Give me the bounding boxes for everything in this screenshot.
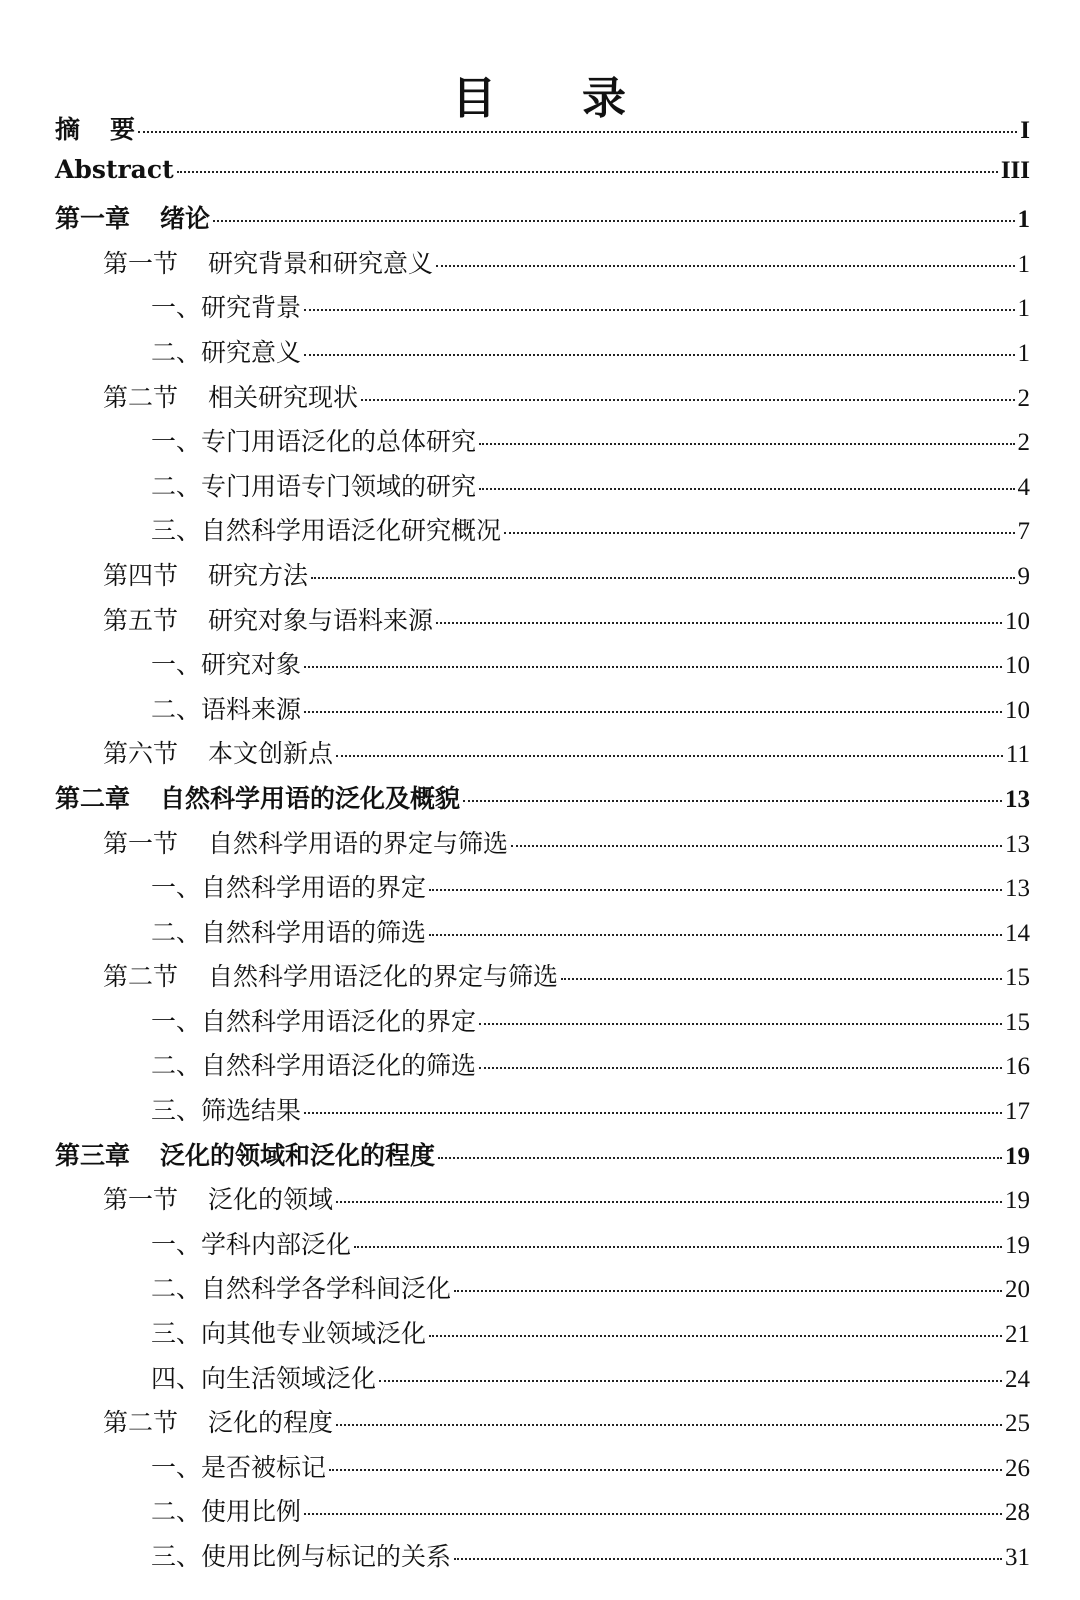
- toc-page-number: 14: [1005, 919, 1030, 947]
- toc-entry-title: 一、自然科学用语的界定: [151, 873, 427, 903]
- toc-dot-leader: [304, 354, 1014, 356]
- toc-dot-leader: [361, 399, 1014, 401]
- toc-page-number: 13: [1005, 785, 1030, 813]
- toc-entry[interactable]: [55, 690, 1030, 735]
- toc-dot-leader: [379, 1380, 1002, 1382]
- toc-entry-prefix: 摘: [55, 115, 81, 144]
- toc-entry-prefix: 第一节: [103, 828, 179, 858]
- toc-entry[interactable]: [55, 957, 1030, 1002]
- toc-entry-title: 二、使用比例: [151, 1497, 302, 1527]
- toc-entry-title: 研究背景和研究意义: [208, 248, 434, 278]
- toc-page-number: 26: [1005, 1454, 1030, 1482]
- toc-entry-label: [151, 1225, 351, 1261]
- toc-page-number: 2: [1017, 384, 1030, 412]
- toc-entry[interactable]: [55, 556, 1030, 601]
- toc-entry-label: [103, 1403, 333, 1439]
- toc-dot-leader: [304, 309, 1014, 311]
- toc-page-number: 1: [1017, 250, 1030, 278]
- toc-dot-leader: [329, 1469, 1002, 1471]
- toc-entry[interactable]: [55, 422, 1030, 467]
- toc-entry[interactable]: [55, 467, 1030, 512]
- toc-entry[interactable]: [55, 779, 1030, 824]
- toc-page-number: 7: [1017, 518, 1030, 546]
- toc-entry-title: 二、自然科学用语泛化的筛选: [151, 1051, 477, 1081]
- toc-entry-title: 相关研究现状: [208, 382, 359, 412]
- toc-entry-prefix: 第二节: [103, 962, 179, 992]
- toc-entry-title: 自然科学用语的泛化及概貌: [160, 783, 461, 813]
- toc-entry-label: [151, 511, 501, 547]
- toc-entry-label: [151, 1046, 476, 1082]
- toc-entry-title: 绪论: [160, 204, 211, 234]
- toc-entry-label: [55, 1136, 435, 1172]
- toc-entry[interactable]: [55, 1537, 1030, 1582]
- toc-page-number: 15: [1005, 964, 1030, 992]
- toc-entry-label: [55, 199, 210, 235]
- toc-entry-title: 一、研究背景: [151, 293, 302, 323]
- toc-entry-label: [151, 690, 301, 726]
- toc-page-number: 17: [1005, 1098, 1030, 1126]
- toc-entry[interactable]: [55, 199, 1030, 244]
- toc-dot-leader: [454, 1290, 1002, 1292]
- toc-page-number: 4: [1017, 473, 1030, 501]
- toc-dot-leader: [438, 1157, 1002, 1159]
- toc-dot-leader: [177, 171, 998, 173]
- toc-page-number: 11: [1005, 741, 1030, 769]
- toc-entry-title: 要: [110, 115, 136, 144]
- toc-entry-title: 自然科学用语的界定与筛选: [208, 828, 509, 858]
- toc-entry[interactable]: [55, 1403, 1030, 1448]
- toc-dot-leader: [354, 1246, 1002, 1248]
- toc-entry-prefix: 第二节: [103, 382, 179, 412]
- toc-entry-label: [103, 378, 358, 414]
- toc-entry-label: [55, 110, 135, 146]
- toc-entry-title: 三、向其他专业领域泛化: [151, 1319, 427, 1349]
- toc-entry-title: Abstract: [55, 154, 174, 184]
- toc-entry[interactable]: [55, 868, 1030, 913]
- toc-entry-label: [55, 155, 174, 184]
- toc-entry[interactable]: [55, 734, 1030, 779]
- toc-page-number: 19: [1005, 1231, 1030, 1259]
- toc-dot-leader: [561, 978, 1002, 980]
- toc-page-number: 1: [1017, 206, 1030, 234]
- toc-page-number: 16: [1005, 1053, 1030, 1081]
- toc-page-number: 1: [1017, 339, 1030, 367]
- toc-dot-leader: [511, 845, 1002, 847]
- toc-entry-label: [103, 824, 508, 860]
- toc-entry-label: [151, 288, 301, 324]
- toc-entry-title: 二、语料来源: [151, 694, 302, 724]
- toc-entry-label: [151, 1448, 326, 1484]
- toc-entry[interactable]: [55, 511, 1030, 556]
- toc-page-number: 20: [1005, 1276, 1030, 1304]
- toc-dot-leader: [479, 1067, 1002, 1069]
- toc-entry-title: 三、自然科学用语泛化研究概况: [151, 516, 502, 546]
- toc-entry[interactable]: [55, 1002, 1030, 1047]
- toc-page-number: 13: [1005, 830, 1030, 858]
- toc-entry-label: [151, 1359, 376, 1395]
- toc-entry-label: [103, 601, 433, 637]
- toc-entry[interactable]: [55, 1225, 1030, 1270]
- toc-entry-title: 二、自然科学各学科间泛化: [151, 1274, 452, 1304]
- toc-entry-label: [103, 556, 308, 592]
- toc-entry-title: 一、研究对象: [151, 650, 302, 680]
- toc-entry-label: [55, 779, 460, 815]
- toc-page-number: 19: [1005, 1142, 1030, 1170]
- toc-entry[interactable]: [55, 1492, 1030, 1537]
- toc-entry-prefix: 第一章: [55, 204, 131, 234]
- toc-page-number: 25: [1005, 1410, 1030, 1438]
- toc-page-number: 10: [1005, 607, 1030, 635]
- toc-entry-title: 二、研究意义: [151, 337, 302, 367]
- toc-entry[interactable]: [55, 1046, 1030, 1091]
- toc-entry-prefix: 第二章: [55, 783, 131, 813]
- toc-entry-prefix: 第三章: [55, 1140, 131, 1170]
- toc-page-number: 28: [1005, 1499, 1030, 1527]
- toc-entry[interactable]: [55, 824, 1030, 869]
- toc-entry-title: 二、自然科学用语的筛选: [151, 917, 427, 947]
- toc-entry-title: 一、专门用语泛化的总体研究: [151, 427, 477, 457]
- toc-entry-prefix: 第一节: [103, 1185, 179, 1215]
- toc-page-number: 21: [1005, 1321, 1030, 1349]
- toc-entry[interactable]: [55, 1136, 1030, 1181]
- toc-entry-title: 四、向生活领域泛化: [151, 1363, 377, 1393]
- toc-entry[interactable]: [55, 1448, 1030, 1493]
- toc-dot-leader: [463, 800, 1002, 802]
- toc-dot-leader: [336, 1201, 1002, 1203]
- toc-entry-label: [151, 1537, 451, 1573]
- toc-dot-leader: [429, 889, 1002, 891]
- toc-entry-title: 一、自然科学用语泛化的界定: [151, 1006, 477, 1036]
- toc-entry-prefix: 第一节: [103, 248, 179, 278]
- toc-page-number: 24: [1005, 1365, 1030, 1393]
- toc-entry[interactable]: [55, 244, 1030, 289]
- page-title-char-1: 目: [452, 73, 498, 125]
- toc-entry[interactable]: [55, 645, 1030, 690]
- toc-entry[interactable]: [55, 333, 1030, 378]
- toc-entry[interactable]: [55, 1180, 1030, 1225]
- toc-page-number: III: [1000, 156, 1030, 184]
- toc-entry-title: 泛化的领域: [208, 1185, 334, 1215]
- toc-entry-title: 研究方法: [208, 560, 309, 590]
- toc-entry-label: [103, 244, 433, 280]
- toc-dot-leader: [479, 488, 1014, 490]
- toc-entry[interactable]: [55, 110, 1030, 155]
- toc-dot-leader: [504, 532, 1014, 534]
- toc-dot-leader: [304, 1112, 1002, 1114]
- toc-page-number: 15: [1005, 1008, 1030, 1036]
- toc-entry-label: [151, 868, 426, 904]
- toc-entry-title: 自然科学用语泛化的界定与筛选: [208, 962, 559, 992]
- toc-entry-title: 泛化的程度: [208, 1408, 334, 1438]
- toc-entry-label: [151, 1269, 451, 1305]
- toc-dot-leader: [336, 1424, 1002, 1426]
- toc-page-number: 10: [1005, 696, 1030, 724]
- toc-dot-leader: [213, 220, 1014, 222]
- toc-entry[interactable]: [55, 1269, 1030, 1314]
- toc-entry-label: [103, 957, 558, 993]
- toc-entry[interactable]: [55, 288, 1030, 333]
- toc-page-number: 9: [1017, 562, 1030, 590]
- toc-dot-leader: [436, 622, 1002, 624]
- toc-entry[interactable]: [55, 1359, 1030, 1404]
- toc-page-number: 13: [1005, 875, 1030, 903]
- toc-dot-leader: [304, 1513, 1002, 1515]
- toc-entry[interactable]: [55, 913, 1030, 958]
- toc-entry-title: 三、筛选结果: [151, 1096, 302, 1126]
- toc-entry-label: [103, 1180, 333, 1216]
- toc-dot-leader: [336, 755, 1003, 757]
- toc-entry-label: [151, 1002, 476, 1038]
- toc-page-number: 19: [1005, 1187, 1030, 1215]
- toc-entry-prefix: 第五节: [103, 605, 179, 635]
- toc-dot-leader: [304, 711, 1002, 713]
- toc-entry-label: [151, 645, 301, 681]
- toc-dot-leader: [429, 1335, 1002, 1337]
- toc-entry-label: [103, 734, 333, 770]
- toc-entry-prefix: 第二节: [103, 1408, 179, 1438]
- toc-entry-title: 三、使用比例与标记的关系: [151, 1542, 452, 1571]
- toc-dot-leader: [138, 131, 1017, 133]
- page-title-char-2: 录: [582, 73, 628, 125]
- toc-entry-title: 一、是否被标记: [151, 1452, 327, 1482]
- toc-entry-prefix: 第六节: [103, 739, 179, 769]
- toc-page-number: I: [1020, 117, 1030, 144]
- toc-entry-title: 本文创新点: [208, 739, 334, 769]
- toc-page-number: 1: [1017, 295, 1030, 323]
- table-of-contents: [55, 110, 1030, 1582]
- toc-entry-title: 一、学科内部泛化: [151, 1229, 352, 1259]
- toc-entry-label: [151, 1314, 426, 1350]
- toc-entry-label: [151, 422, 476, 458]
- toc-page-number: 10: [1005, 652, 1030, 680]
- toc-entry-label: [151, 913, 426, 949]
- toc-entry-title: 研究对象与语料来源: [208, 605, 434, 635]
- toc-dot-leader: [436, 265, 1014, 267]
- toc-entry-title: 泛化的领域和泛化的程度: [160, 1140, 436, 1170]
- toc-entry-label: [151, 333, 301, 369]
- toc-dot-leader: [479, 443, 1014, 445]
- toc-entry[interactable]: [55, 155, 1030, 200]
- toc-dot-leader: [304, 666, 1002, 668]
- toc-page-number: 2: [1017, 429, 1030, 457]
- toc-entry[interactable]: [55, 1314, 1030, 1359]
- toc-entry-label: [151, 1091, 301, 1127]
- toc-entry-label: [151, 1492, 301, 1528]
- toc-entry[interactable]: [55, 378, 1030, 423]
- toc-entry-label: [151, 467, 476, 503]
- toc-entry[interactable]: [55, 601, 1030, 646]
- toc-dot-leader: [311, 577, 1014, 579]
- toc-entry[interactable]: [55, 1091, 1030, 1136]
- toc-dot-leader: [454, 1558, 1002, 1560]
- toc-entry-prefix: 第四节: [103, 560, 179, 590]
- toc-dot-leader: [429, 934, 1002, 936]
- toc-entry-title: 二、专门用语专门领域的研究: [151, 471, 477, 501]
- toc-page-number: 31: [1005, 1544, 1030, 1571]
- toc-dot-leader: [479, 1023, 1002, 1025]
